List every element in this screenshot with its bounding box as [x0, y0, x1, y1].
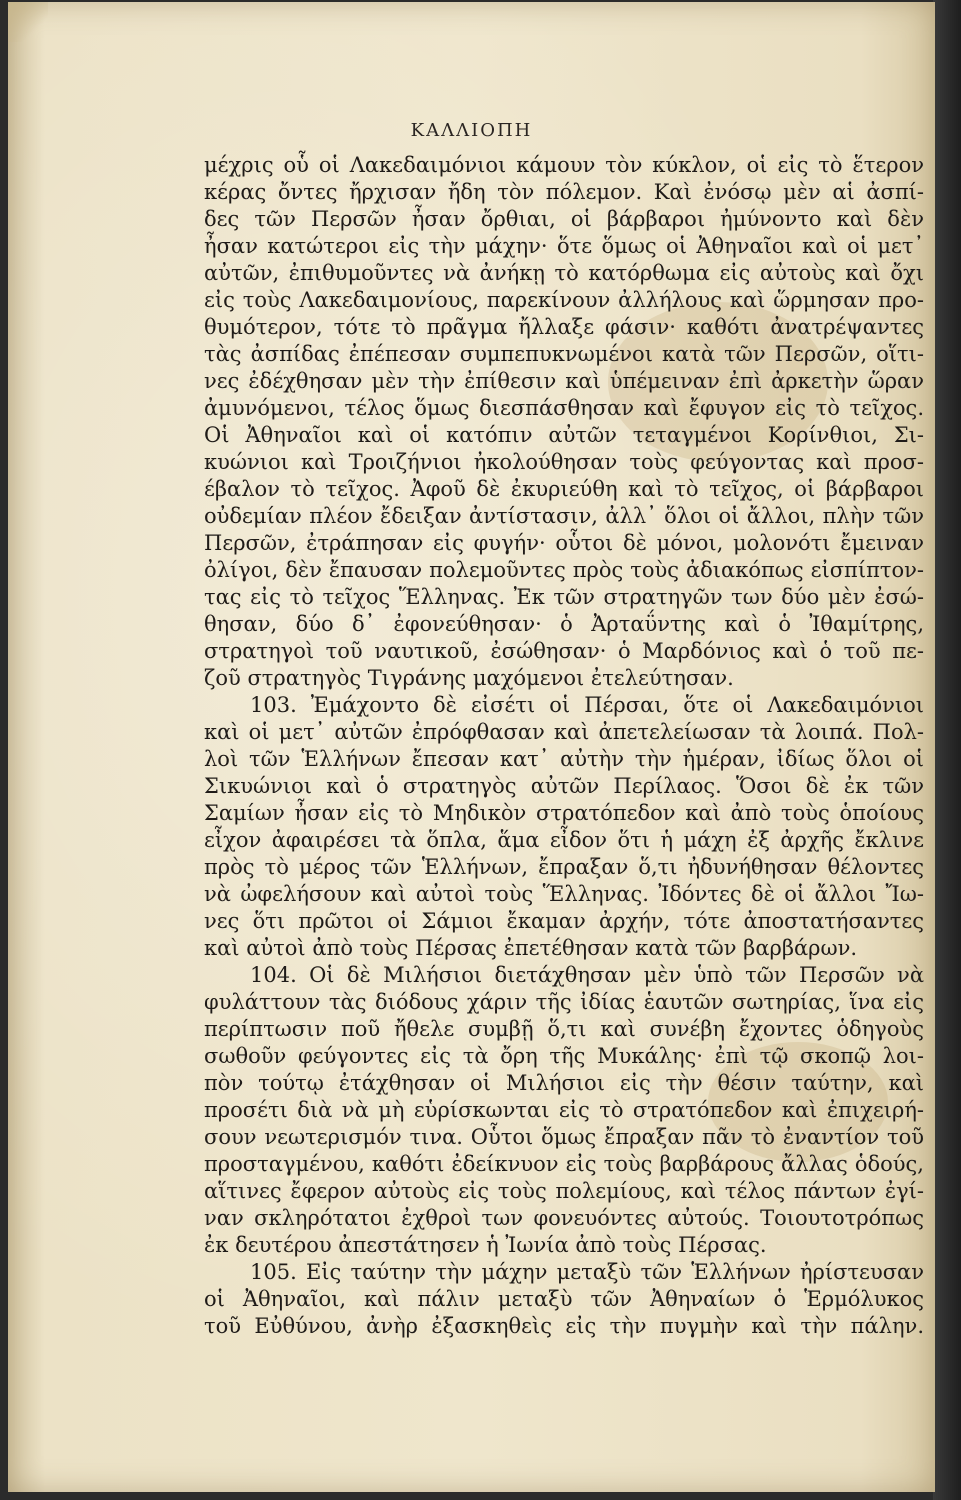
text-line: σωθοῦν φεύγοντες εἰς τὰ ὄρη τῆς Μυκάλης· ἐπὶ τῷ σκοπῷ λοι-: [204, 1044, 924, 1068]
text-line: πὸν τούτῳ ἐτάχθησαν οἱ Μιλήσιοι εἰς τὴν θέσιν ταύτην, καὶ: [204, 1071, 924, 1095]
text-line: δες τῶν Περσῶν ἦσαν ὄρθιαι, οἱ βάρβαροι ἠμύνοντο καὶ δὲν: [204, 207, 924, 231]
text-line: φυλάττουν τὰς διόδους χάριν τῆς ἰδίας ἑαυτῶν σωτηρίας, ἵνα εἰς: [204, 990, 924, 1014]
paragraph-start-line: 103. Ἐμάχοντο δὲ εἰσέτι οἱ Πέρσαι, ὅτε οἱ Λακεδαιμόνιοι: [250, 693, 924, 717]
text-line: Σαμίων ἦσαν εἰς τὸ Μηδικὸν στρατόπεδον καὶ ἀπὸ τοὺς ὁποίους: [204, 801, 924, 825]
paragraph-start-line: 105. Εἰς ταύτην τὴν μάχην μεταξὺ τῶν Ἑλλήνων ἠρίστευσαν: [250, 1260, 924, 1284]
text-line: αὐτῶν, ἐπιθυμοῦντες νὰ ἀνήκῃ τὸ κατόρθωμα εἰς αὐτοὺς καὶ ὄχι: [204, 261, 924, 285]
text-line: ζοῦ στρατηγὸς Τιγράνης μαχόμενοι ἐτελεύτησαν.: [204, 666, 734, 690]
text-line: κυώνιοι καὶ Τροιζήνιοι ἠκολούθησαν τοὺς φεύγοντας καὶ προσ-: [204, 450, 924, 474]
text-line: οὐδεμίαν πλέον ἔδειξαν ἀντίστασιν, ἀλλ᾽ ὅλοι οἱ ἄλλοι, πλὴν τῶν: [204, 504, 924, 528]
text-line: ὀλίγοι, δὲν ἔπαυσαν πολεμοῦντες πρὸς τοὺς ἀδιακόπως εἰσπίπτον-: [204, 558, 924, 582]
text-line: νες ἐδέχθησαν μὲν τὴν ἐπίθεσιν καὶ ὑπέμειναν ἐπὶ ἀρκετὴν ὥραν: [204, 369, 924, 393]
body-text: [204, 152, 924, 1340]
text-line: εἶχον ἀφαιρέσει τὰ ὅπλα, ἅμα εἶδον ὅτι ἡ μάχη ἐξ ἀρχῆς ἔκλινε: [204, 828, 924, 852]
text-line: έβαλον τὸ τεῖχος. Ἀφοῦ δὲ ἐκυριεύθη καὶ τὸ τεῖχος, οἱ βάρβαροι: [204, 477, 924, 501]
text-line: ἦσαν κατώτεροι εἰς τὴν μάχην· ὅτε ὅμως οἱ Ἀθηναῖοι καὶ οἱ μετ᾽: [204, 234, 924, 258]
text-line: προσέτι διὰ νὰ μὴ εὑρίσκωνται εἰς τὸ στρατόπεδον καὶ ἐπιχειρή-: [204, 1098, 924, 1122]
page-corner-fold: [8, 2, 48, 42]
text-line: τὰς ἀσπίδας ἐπέπεσαν συμπεπυκνωμένοι κατὰ τῶν Περσῶν, οἵτι-: [204, 342, 924, 366]
text-line: τοῦ Εὐθύνου, ἀνὴρ ἐξασκηθεὶς εἰς τὴν πυγμὴν καὶ τὴν πάλην.: [204, 1314, 924, 1338]
text-line: θυμότερον, τότε τὸ πρᾶγμα ἤλλαξε φάσιν· καθότι ἀνατρέψαντες: [204, 315, 924, 339]
text-line: Περσῶν, ἐτράπησαν εἰς φυγήν· οὗτοι δὲ μόνοι, μολονότι ἔμειναν: [204, 531, 924, 555]
text-line: Σικυώνιοι καὶ ὁ στρατηγὸς αὐτῶν Περίλαος. Ὅσοι δὲ ἐκ τῶν: [204, 774, 924, 798]
text-line: σουν νεωτερισμόν τινα. Οὗτοι ὅμως ἔπραξαν πᾶν τὸ ἐναντίον τοῦ: [204, 1125, 924, 1149]
text-line: μέχρις οὗ οἱ Λακεδαιμόνιοι κάμουν τὸν κύκλον, οἱ εἰς τὸ ἕτερον: [204, 153, 924, 177]
book-binding-edge: [933, 0, 961, 1500]
text-line: στρατηγοὶ τοῦ ναυτικοῦ, ἐσώθησαν· ὁ Μαρδόνιος καὶ ὁ τοῦ πε-: [204, 639, 924, 663]
book-page: [8, 2, 935, 1492]
text-line: πρὸς τὸ μέρος τῶν Ἑλλήνων, ἔπραξαν ὅ,τι ἠδυνήθησαν θέλοντες: [204, 855, 924, 879]
text-line: λοὶ τῶν Ἑλλήνων ἔπεσαν κατ᾽ αὐτὴν τὴν ἡμέραν, ἰδίως ὅλοι οἱ: [204, 747, 924, 771]
text-line: νες ὅτι πρῶτοι οἱ Σάμιοι ἔκαμαν ἀρχήν, τότε ἀποστατήσαντες: [204, 909, 924, 933]
text-line: νὰ ὠφελήσουν καὶ αὐτοὶ τοὺς Ἕλληνας. Ἰδόντες δὲ οἱ ἄλλοι Ἴω-: [204, 882, 924, 906]
text-line: θησαν, δύο δ᾽ ἐφονεύθησαν· ὁ Ἀρταΰντης καὶ ὁ Ἰθαμίτρης,: [204, 612, 924, 636]
text-line: ἐκ δευτέρου ἀπεστάτησεν ἡ Ἰωνία ἀπὸ τοὺς Πέρσας.: [204, 1233, 767, 1257]
text-line: καὶ αὐτοὶ ἀπὸ τοὺς Πέρσας ἐπετέθησαν κατὰ τῶν βαρβάρων.: [204, 936, 858, 960]
text-line: Οἱ Ἀθηναῖοι καὶ οἱ κατόπιν αὐτῶν τεταγμένοι Κορίνθιοι, Σι-: [204, 423, 924, 447]
text-line: ναν σκληρότατοι ἐχθροὶ των φονευόντες αὐτούς. Τοιουτοτρόπως: [204, 1206, 924, 1230]
paragraph-start-line: 104. Οἱ δὲ Μιλήσιοι διετάχθησαν μὲν ὑπὸ τῶν Περσῶν νὰ: [250, 963, 924, 987]
text-line: καὶ οἱ μετ᾽ αὐτῶν ἐπρόφθασαν καὶ ἀπετελείωσαν τὰ λοιπά. Πολ-: [204, 720, 924, 744]
text-line: οἱ Ἀθηναῖοι, καὶ πάλιν μεταξὺ τῶν Ἀθηναίων ὁ Ἑρμόλυκος: [204, 1287, 924, 1311]
text-line: κέρας ὄντες ἤρχισαν ἤδη τὸν πόλεμον. Καὶ ἐνόσῳ μὲν αἱ ἀσπί-: [204, 180, 924, 204]
text-line: τας εἰς τὸ τεῖχος Ἕλληνας. Ἐκ τῶν στρατηγῶν των δύο μὲν ἐσώ-: [204, 585, 924, 609]
text-line: περίπτωσιν ποῦ ἤθελε συμβῇ ὅ,τι καὶ συνέβη ἔχοντες ὁδηγοὺς: [204, 1017, 924, 1041]
text-line: ἀμυνόμενοι, τέλος ὅμως διεσπάσθησαν καὶ ἔφυγον εἰς τὸ τεῖχος.: [204, 396, 924, 420]
text-line: προσταγμένου, καθότι ἐδείκνυον εἰς τοὺς βαρβάρους ἄλλας ὁδούς,: [204, 1152, 924, 1176]
text-line: εἰς τοὺς Λακεδαιμονίους, παρεκίνουν ἀλλήλους καὶ ὥρμησαν προ-: [204, 288, 924, 312]
text-line: αἵτινες ἔφερον αὐτοὺς εἰς τοὺς πολεμίους, καὶ τέλος πάντων ἐγί-: [204, 1179, 924, 1203]
running-head: ΚΑΛΛΙΟΠΗ: [410, 120, 533, 141]
